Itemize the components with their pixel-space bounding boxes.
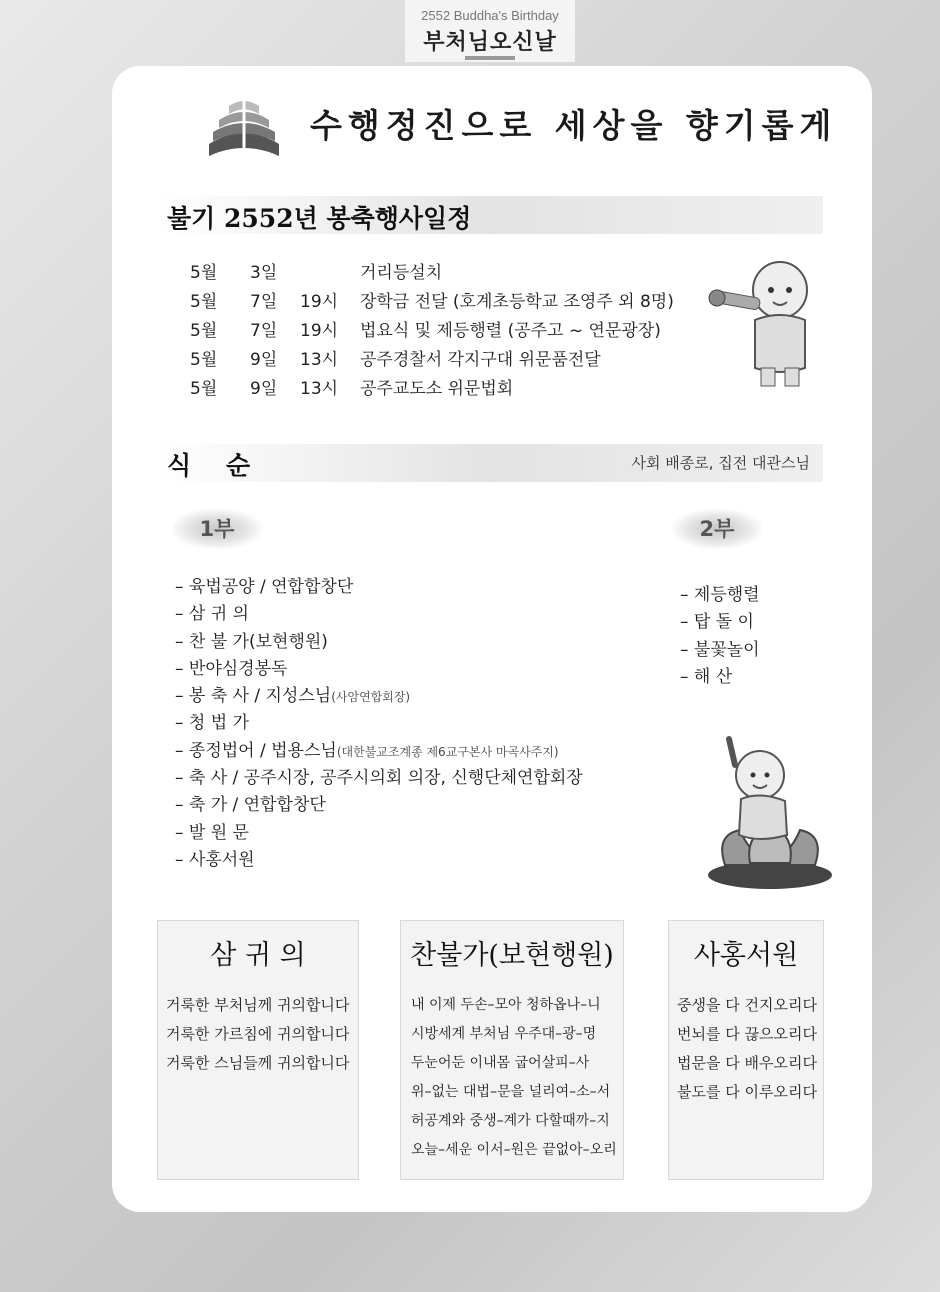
list-item: – 제등행렬: [680, 585, 760, 605]
list-item: – 반야심경봉독: [175, 658, 288, 679]
part1-list: [175, 572, 583, 872]
box-sahong-seowon: [668, 920, 824, 1180]
box-lines: [401, 994, 623, 1168]
list-item: – 청 법 가: [175, 713, 249, 734]
header-title: 부처님오신날: [423, 30, 557, 55]
box-line: 내 이제 두손–모아 청하옵나–니: [411, 997, 601, 1013]
box-line: 거룩한 부처님께 귀의합니다: [166, 996, 350, 1014]
box-line: 불도를 다 이루오리다: [677, 1083, 817, 1101]
child-buddha-telescope-illustration: [705, 250, 820, 400]
part2-list: [680, 580, 760, 689]
box-line: 허공계와 중생–계가 다할때까–지: [411, 1113, 610, 1129]
list-item: – 봉 축 사 / 지성스님(사암연합회장): [175, 686, 411, 707]
header-underline: [465, 56, 515, 60]
ceremony-title: 식 순: [167, 451, 251, 480]
slogan: 수행정진으로 세상을 향기롭게: [310, 106, 838, 145]
list-item: – 삼 귀 의: [175, 604, 249, 625]
schedule-row: 5월 7일 19시 장학금 전달 (호계초등학교 조영주 외 8명): [190, 292, 674, 312]
box-line: 중생을 다 건지오리다: [677, 996, 817, 1014]
header-subtitle: 2552 Buddha's Birthday: [421, 8, 559, 23]
part1-label: 1부: [172, 509, 262, 549]
box-line: 거룩한 가르침에 귀의합니다: [166, 1025, 350, 1043]
box-sam-gwi-ui: [157, 920, 359, 1180]
child-buddha-lotus-illustration: [705, 735, 835, 895]
box-title: 찬불가(보현행원): [410, 940, 614, 971]
schedule-row: 5월 7일 19시 법요식 및 제등행렬 (공주고 ~ 연문광장): [190, 321, 661, 341]
schedule-row: 5월 3일 거리등설치: [190, 263, 443, 283]
schedule-row: 5월 9일 13시 공주교도소 위문법회: [190, 379, 514, 399]
list-item: – 불꽃놀이: [680, 639, 760, 660]
box-line: 거룩한 스님들께 귀의합니다: [166, 1054, 350, 1072]
list-item: – 해 산: [680, 666, 733, 687]
box-title: 사홍서원: [693, 940, 799, 971]
list-item: – 육법공양 / 연합합창단: [175, 577, 354, 597]
box-line: 법문을 다 배우오리다: [677, 1054, 817, 1072]
schedule-title: 불기 2552년 봉축행사일정: [167, 204, 472, 233]
box-line: 번뇌를 다 끊으오리다: [677, 1025, 817, 1043]
list-item: – 찬 불 가(보현행원): [175, 631, 328, 652]
list-item: – 사홍서원: [175, 849, 255, 870]
list-item: – 탑 돌 이: [680, 612, 754, 633]
header-tab: [405, 0, 575, 62]
box-lines: [669, 994, 823, 1110]
ceremony-officiant: 사회 배종로, 집전 대관스님: [631, 454, 810, 472]
part2-label: 2부: [672, 509, 762, 549]
lotus-emblem-icon: [205, 92, 283, 162]
list-item: – 축 가 / 연합합창단: [175, 795, 326, 816]
box-line: 시방세계 부처님 우주대–광–명: [411, 1026, 597, 1042]
box-line: 두눈어둔 이내몸 굽어살피–사: [411, 1055, 590, 1071]
list-item: – 축 사 / 공주시장, 공주시의회 의장, 신행단체연합회장: [175, 768, 583, 789]
box-title: 삼 귀 의: [210, 940, 306, 971]
box-line: 오늘–세운 이서–원은 끝없아–오리: [411, 1142, 617, 1158]
list-item: – 발 원 문: [175, 822, 249, 843]
box-chanbulga: [400, 920, 624, 1180]
schedule-row: 5월 9일 13시 공주경찰서 각지구대 위문품전달: [190, 350, 601, 370]
schedule-list: [190, 258, 674, 403]
box-lines: [158, 994, 358, 1081]
box-line: 위–없는 대법–문을 널리여–소–서: [411, 1084, 611, 1100]
list-item: – 종정법어 / 법용스님(대한불교조계종 제6교구본사 마곡사주지): [175, 740, 559, 761]
